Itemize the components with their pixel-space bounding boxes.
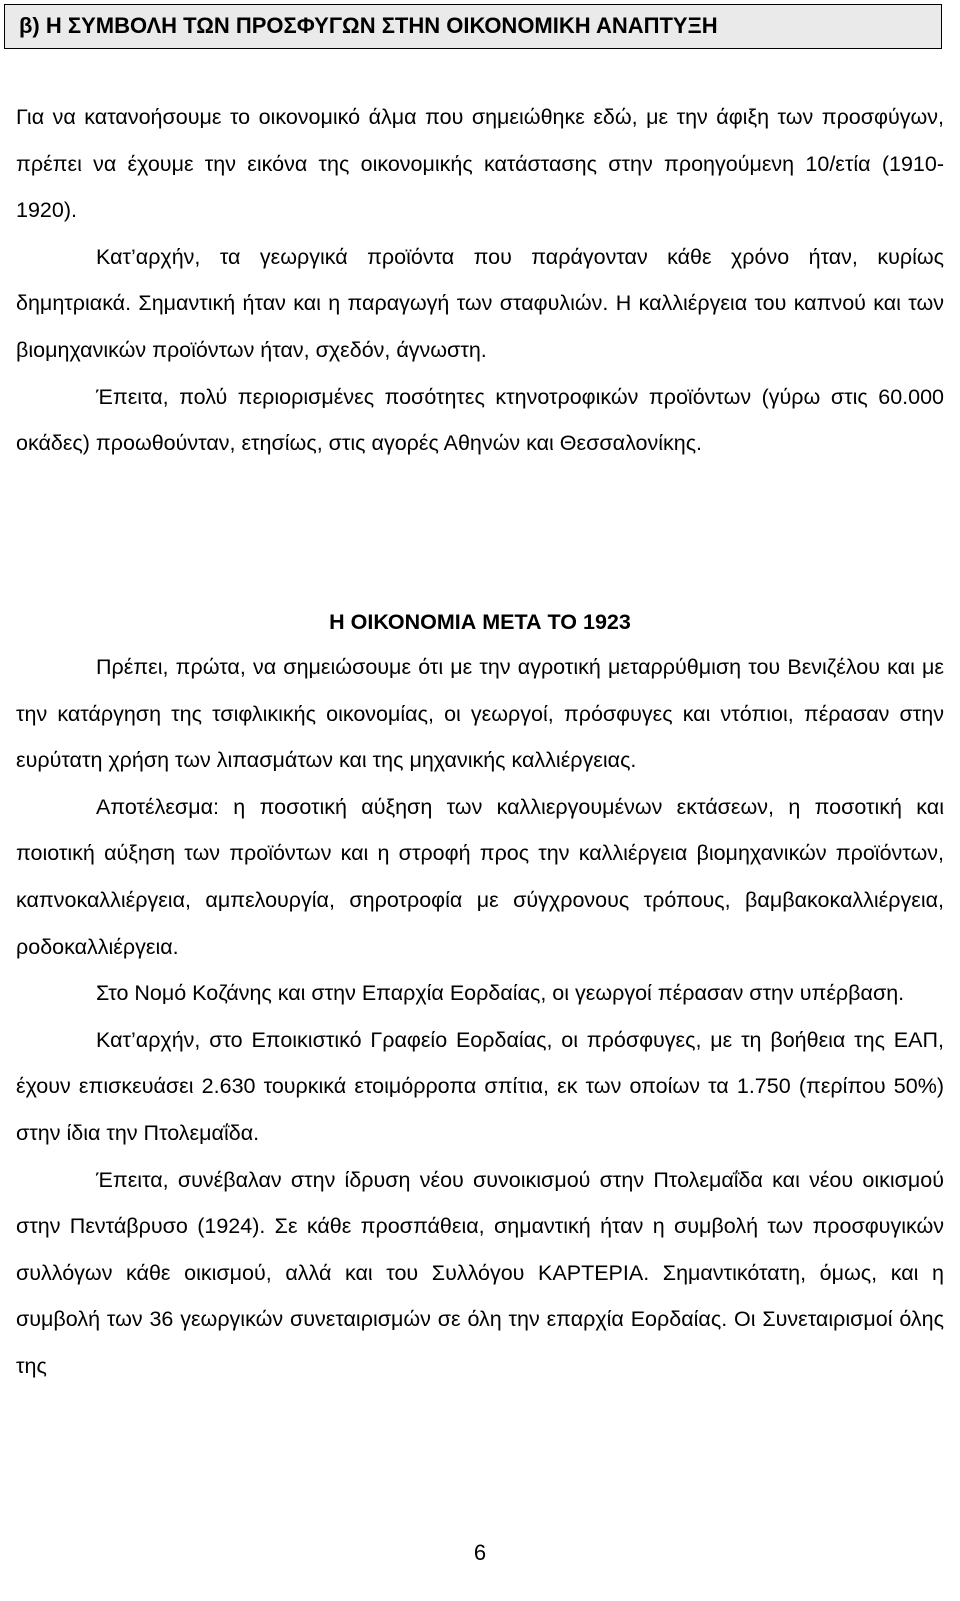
paragraph: Για να κατανοήσουμε το οικονομικό άλμα που σημειώθηκε εδώ, με την άφιξη των προσφύγων, πρέπει να έχουμε την εικόνα της οικονομικής κατάστασης στην προηγούμενη 10/ετία (1910-1920). — [16, 105, 944, 223]
paragraph: Αποτέλεσμα: η ποσοτική αύξηση των καλλιεργουμένων εκτάσεων, η ποσοτική και ποιοτική αύξηση των προϊόντων και η στροφή προς την καλλιέργεια βιομηχανικών προϊόντων, καπνοκαλλιέργεια, αμπελουργία, σηροτροφία με σύγχρονους τρόπους, βαμβακοκαλλιέργεια, ροδοκαλλιέργεια. — [16, 794, 944, 959]
paragraph: Κατ’αρχήν, τα γεωργικά προϊόντα που παράγονταν κάθε χρόνο ήταν, κυρίως δημητριακά. Σημαντική ήταν και η παραγωγή των σταφυλιών. Η καλλιέργεια του καπνού και των βιομηχανικών προϊόντων ήταν, σχεδόν, άγνωστη. — [16, 244, 944, 362]
intro-text — [16, 94, 944, 467]
paragraph: Στο Νομό Κοζάνης και στην Επαρχία Εορδαίας, οι γεωργοί πέρασαν στην υπέρβαση. — [96, 981, 905, 1006]
section-text — [16, 644, 944, 1390]
page-number: 6 — [473, 1540, 487, 1565]
subsection-title: Η ΟΙΚΟΝΟΜΙΑ ΜΕΤΑ ΤΟ 1923 — [329, 610, 631, 634]
paragraph: Έπειτα, συνέβαλαν στην ίδρυση νέου συνοικισμού στην Πτολεμαΐδα και νέου οικισμού στην Πεντάβρυσο (1924). Σε κάθε προσπάθεια, σημαντική ήταν η συμβολή των προσφυγικών συλλόγων κάθε οικισμού, αλλά και του Συλλόγου ΚΑΡΤΕΡΙΑ. Σημαντικότατη, όμως, και η συμβολή των 36 γεωργικών συνεταιρισμών σε όλη την επαρχία Εορδαίας. Οι Συνεταιρισμοί όλης της — [16, 1167, 944, 1378]
paragraph: Κατ’αρχήν, στο Εποικιστικό Γραφείο Εορδαίας, οι πρόσφυγες, με τη βοήθεια της ΕΑΠ, έχουν επισκευάσει 2.630 τουρκικά ετοιμόρροπα σπίτια, εκ των οποίων τα 1.750 (περίπου 50%) στην ίδια την Πτολεμαΐδα. — [16, 1027, 944, 1145]
section-heading: β) Η ΣΥΜΒΟΛΗ ΤΩΝ ΠΡΟΣΦΥΓΩΝ ΣΤΗΝ ΟΙΚΟΝΟΜΙΚΗ ΑΝΑΠΤΥΞΗ — [4, 4, 942, 49]
paragraph: Έπειτα, πολύ περιορισμένες ποσότητες κτηνοτροφικών προϊόντων (γύρω στις 60.000 οκάδες) προωθούνταν, ετησίως, στις αγορές Αθηνών και Θεσσαλονίκης. — [16, 384, 944, 456]
paragraph: Πρέπει, πρώτα, να σημειώσουμε ότι με την αγροτική μεταρρύθμιση του Βενιζέλου και με την κατάργηση της τσιφλικικής οικονομίας, οι γεωργοί, πρόσφυγες και ντόπιοι, πέρασαν στην ευρύτατη χρήση των λιπασμάτων και της μηχανικής καλλιέργειας. — [16, 655, 944, 773]
